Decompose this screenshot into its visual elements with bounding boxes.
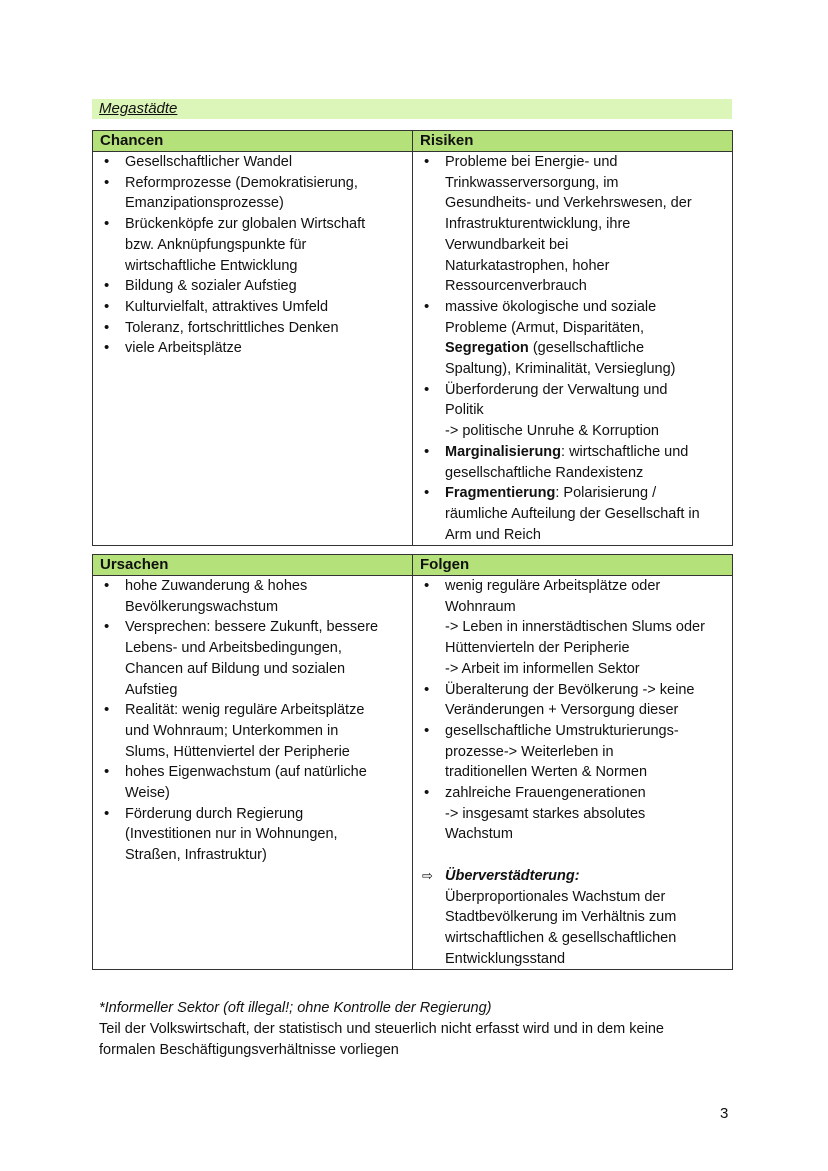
text-line: Wachstum [445,826,513,843]
text-line: räumliche Aufteilung der Gesellschaft in [445,505,700,522]
text-line: Gesundheits- und Verkehrswesen, der [445,195,692,212]
text-line: Aufstieg [125,681,178,698]
text-line: wirtschaftliche Entwicklung [125,257,298,274]
folgen-cell [413,576,733,970]
list-item [93,338,412,359]
list-item [93,173,412,214]
keyword: Marginalisierung [445,443,562,460]
text-line: (Investitionen nur in Wohnungen, [125,826,338,843]
list-item [413,297,732,380]
text-line: • Versprechen: bessere Zukunft, bessere [125,619,379,636]
folgen-list [413,576,732,845]
list-item [93,617,412,700]
text-line: Überproportionales Wachstum der [445,888,666,905]
text-line: • Brückenköpfe zur globalen Wirtschaft [125,216,366,233]
footnote-title: *Informeller Sektor (oft illegal!; ohne Kontrolle der Regierung) [99,1000,492,1016]
text-line: Spaltung), Kriminalität, Versieglung) [445,361,676,378]
list-item [413,380,732,442]
ursachen-cell [93,576,413,970]
risiken-cell [413,152,733,546]
text-line: Lebens- und Arbeitsbedingungen, [125,640,342,657]
conclusion-item [413,866,732,970]
list-item [93,318,412,339]
text-line: Infrastrukturentwicklung, ihre [445,216,631,233]
ursachen-list [93,576,412,866]
text-line: • Förderung durch Regierung [125,805,304,822]
text-line [445,442,728,463]
chancen-cell [93,152,413,546]
text-line: • Bildung & sozialer Aufstieg [125,278,297,295]
keyword: Segregation [445,340,529,357]
list-item [413,721,732,783]
keyword-text: : Polarisierung / [555,485,657,502]
text-line: Straßen, Infrastruktur) [125,847,267,864]
chancen-list [93,152,412,359]
text-line: • hohes Eigenwachstum (auf natürliche [125,764,367,781]
page-number: 3 [720,1105,729,1122]
text-line [445,483,728,504]
text-line: • zahlreiche Frauengenerationen [445,785,646,802]
text-line: • gesellschaftliche Umstrukturierungs- [445,722,679,739]
text-line: • Kulturvielfalt, attraktives Umfeld [125,298,329,315]
text-line: Entwicklungsstand [445,950,566,967]
text-line: Stadtbevölkerung im Verhältnis zum [445,909,677,926]
chancen-risiken-table [92,130,733,546]
text-line: gesellschaftliche Randexistenz [445,464,644,481]
risiken-header: Risiken [413,131,733,152]
text-line: • Überforderung der Verwaltung und [445,381,668,398]
text-line: • Überalterung der Bevölkerung -> keine [445,681,695,698]
text-line: Veränderungen + Versorgung dieser [445,702,679,719]
text-line: Hüttenvierteln der Peripherie [445,640,630,657]
keyword-text: (gesellschaftliche [528,340,645,357]
text-line: • wenig reguläre Arbeitsplätze oder [445,578,661,594]
list-item [413,483,732,545]
text-line: • Probleme bei Energie- und [445,154,618,170]
text-line: • hohe Zuwanderung & hohes [125,578,308,594]
footnote [99,998,739,1061]
text-line: -> Leben in innerstädtischen Slums oder [445,619,705,636]
conclusion-heading: Überverstädterung: [445,867,580,884]
document-title: Megastädte [92,99,732,119]
text-line: Chancen auf Bildung und sozialen [125,660,346,677]
text-line: prozesse-> Weiterleben in [445,743,614,760]
text-line: Probleme (Armut, Disparitäten, [445,319,645,336]
arrow-right-icon: ⇨ [422,867,433,883]
text-line: -> politische Unruhe & Korruption [445,423,659,440]
list-item [93,214,412,276]
text-line: Slums, Hüttenviertel der Peripherie [125,743,350,760]
risiken-list [413,152,732,545]
text-line: Verwundbarkeit bei [445,236,569,253]
list-item [93,700,412,762]
text-line: Teil der Volkswirtschaft, der statistisch und steuerlich nicht erfasst wird und in dem keine [99,1021,664,1037]
list-item [93,804,412,866]
list-item [93,762,412,803]
text-line: Naturkatastrophen, hoher [445,257,610,274]
keyword-text: : wirtschaftliche und [561,443,689,460]
text-line: Trinkwasserversorgung, im [445,174,619,191]
list-item [93,297,412,318]
list-item [413,152,732,297]
text-line: -> Arbeit im informellen Sektor [445,660,640,677]
text-line: Emanzipationsprozesse) [125,195,284,212]
text-line [445,338,728,359]
keyword: Fragmentierung [445,485,556,502]
text-line: • Reformprozesse (Demokratisierung, [125,174,358,191]
text-line: Bevölkerungswachstum [125,598,279,615]
ursachen-folgen-table [92,554,733,970]
ursachen-header: Ursachen [93,555,413,576]
text-line: • Toleranz, fortschrittliches Denken [125,319,339,336]
text-line: formalen Beschäftigungsverhältnisse vorliegen [99,1042,399,1058]
text-line: • Realität: wenig reguläre Arbeitsplätze [125,702,365,719]
text-line: Weise) [125,785,170,802]
list-item [413,442,732,483]
list-item [413,680,732,721]
list-item [93,276,412,297]
chancen-header: Chancen [93,131,413,152]
text-line: Politik [445,402,484,419]
text-line: traditionellen Werten & Normen [445,764,648,781]
list-item [93,152,412,173]
text-line: Wohnraum [445,598,516,615]
text-line: • Gesellschaftlicher Wandel [125,154,293,170]
list-item [413,783,732,845]
list-item [93,576,412,617]
text-line: -> insgesamt starkes absolutes [445,805,646,822]
text-line: • massive ökologische und soziale [445,298,657,315]
text-line: wirtschaftlichen & gesellschaftlichen [445,929,677,946]
list-item [413,576,732,680]
text-line: und Wohnraum; Unterkommen in [125,722,339,739]
text-line: bzw. Anknüpfungspunkte für [125,236,307,253]
folgen-header: Folgen [413,555,733,576]
text-line: • viele Arbeitsplätze [125,340,242,357]
text-line: Ressourcenverbrauch [445,278,587,295]
text-line: Arm und Reich [445,526,541,543]
